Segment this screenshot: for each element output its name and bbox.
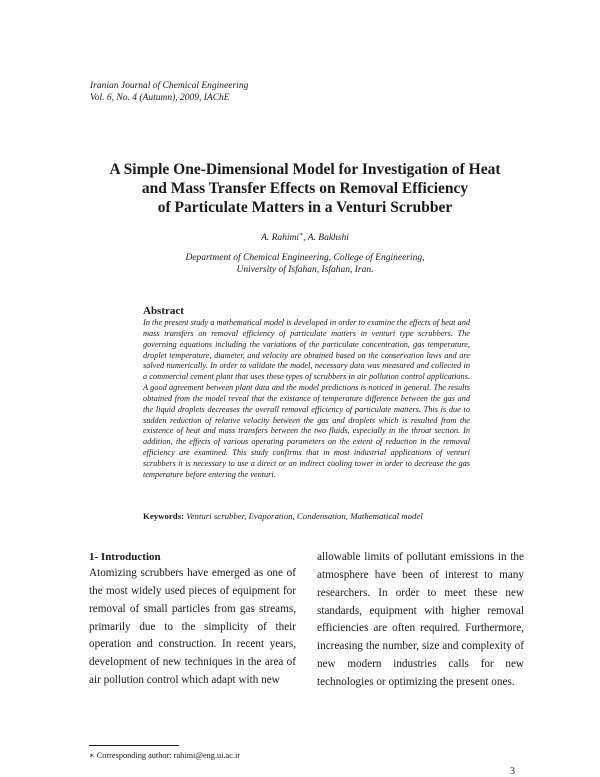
footnote-corresponding-author: ∗ Corresponding author: rahimi@eng.ui.ac.ir [89,751,241,760]
journal-name: Iranian Journal of Chemical Engineering [90,81,249,91]
column-right [317,549,524,692]
title-line-3: of Particulate Matters in a Venturi Scrubber [157,199,453,216]
corresponding-mark: ∗ [299,232,304,238]
title-line-1: A Simple One-Dimensional Model for Investigation of Heat [109,161,501,178]
keywords [143,511,423,521]
abstract-text: In the present study a mathematical model is developed in order to examine the effects of heat and mass transfers on removal efficiency of particulate matters in venturi type scrubbers. The governing equations including the variations of the particulate concentration, gas temperature, droplet temperature, diameter, and velocity are obtained based on the conservation laws and are solved numerically. In order to validate the model, necessary data was measured and collected in a commercial cement plant that uses these types of scrubbers in air pollution control applications. A good agreement between plant data and the model predictions is noticed in general. The results obtained from the model reveal that the existance of temperature difference between the gas and the liquid droplets decreases the overall removal efficiency of particulate matters. This is due to sudden reduction of relative velocity between the gas and droplets which is resulted from the existence of heat and mass transfers between the two fluids, especially in the throat section. In addition, the effects of various operating parameters on the extent of reduction in the removal efficiency are examined. This study confirms that in most industrial applications of venturi scrubbers it is necessary to use a direct or an indirect cooling tower in order to decrease the gas temperature before entering the venturi. [143,318,470,479]
authors [80,231,530,243]
column-left [89,549,296,690]
journal-volume: Vol. 6, No. 4 (Autumn), 2009, IAChE [90,93,230,103]
abstract-heading: Abstract [143,305,184,317]
affiliation-line-2: University of Isfahan, Isfahan, Iran. [236,265,374,275]
section-heading-introduction: 1- Introduction [89,551,161,563]
affiliation [80,252,530,276]
keywords-text: Venturi scrubber, Evaporation, Condensation, Mathematical model [186,511,423,521]
keywords-label: Keywords: [143,511,185,521]
page-number: 3 [510,766,515,777]
title-line-2: and Mass Transfer Effects on Removal Efficiency [141,180,469,197]
journal-header [90,80,248,104]
footnote-divider [89,745,179,746]
paper-title [80,160,530,217]
intro-paragraph-right: allowable limits of pollutant emissions in the atmosphere have been of interest to many researchers. In order to meet these new standards, equipment with higher removal efficiencies are often required. Furthermore, increasing the number, size and complexity of new modern industries calls for new technologies or optimizing the present ones. [317,551,524,688]
intro-paragraph-left: Atomizing scrubbers have emerged as one of the most widely used pieces of equipment for removal of small particles from gas streams, primarily due to the simplicity of their operation and construction. In recent years, development of new techniques in the area of air pollution control which adapt with new [89,567,296,687]
author-2: , A. Bakhshi [303,233,349,244]
affiliation-line-1: Department of Chemical Engineering, College of Engineering, [185,253,425,263]
author-1: A. Rahimi [261,233,300,244]
